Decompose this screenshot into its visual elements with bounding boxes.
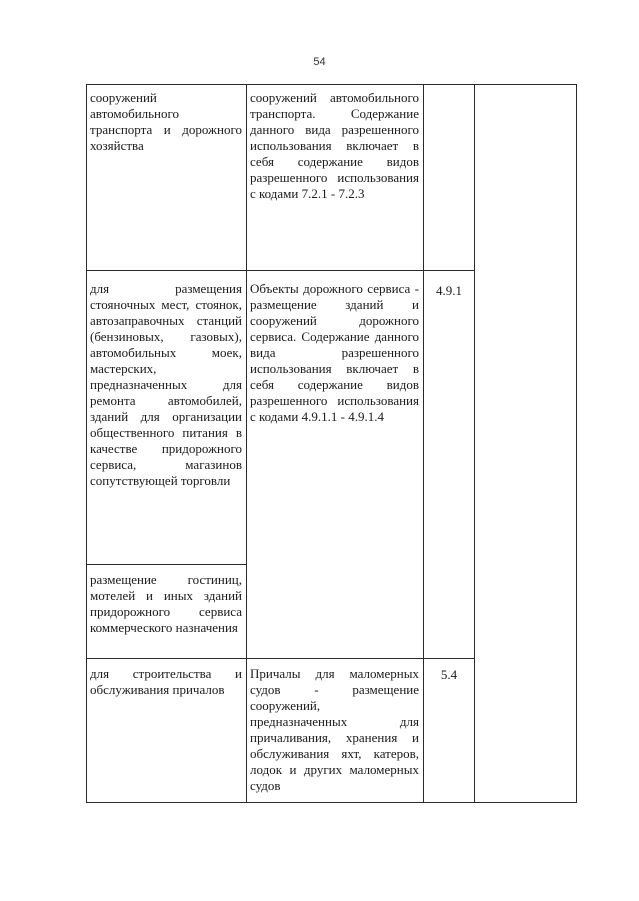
- purpose-cell: размещение гостиниц, мотелей и иных зданий придорожного сервиса коммерческого назначения: [90, 572, 242, 635]
- description-cell: Объекты дорожного сервиса - размещение зданий и сооружений дорожного сервиса. Содержание данного вида разрешенного использования включает в себя содержание видов разрешенного использования с кодами 4.9.1.1 - 4.9.1.4: [250, 281, 419, 424]
- table-border-top: [86, 84, 577, 85]
- column-divider-3: [474, 84, 475, 803]
- code-cell: 5.4: [440, 667, 458, 682]
- table-border-bottom: [86, 802, 577, 803]
- purpose-cell: сооружений автомобильного транспорта и дорожного хозяйства: [90, 90, 242, 153]
- column-divider-2: [423, 84, 424, 803]
- land-use-table: [86, 84, 577, 803]
- purpose-cell: для размещения стояночных мест, стоянок, автозаправочных станций (бензиновых, газовых), автомобильных моек, мастерских, предназначенных для ремонта автомобилей, зданий для организации общественного питания в качестве придорожного сервиса, магазинов сопутствующей торговли: [90, 281, 242, 488]
- code-cell: 4.9.1: [436, 283, 462, 298]
- construction-piers-cell: Причалы для маломерных судов - размещение сооружений, предназначенных для причаливания, хранения и обслуживания яхт, катеров, лодок и других маломерных судов: [250, 666, 419, 793]
- page-number: 54: [313, 56, 326, 68]
- table-border-right: [576, 84, 577, 803]
- column-divider-1: [246, 84, 247, 803]
- row-divider-1: [86, 270, 474, 271]
- description-cell: сооружений автомобильного транспорта. Содержание данного вида разрешенного использования включает в себя содержание видов разрешенного использования с кодами 7.2.1 - 7.2.3: [250, 90, 419, 201]
- purpose-cell: для строительства и обслуживания причалов: [90, 666, 242, 697]
- row-divider-3: [86, 658, 474, 659]
- row-divider-2a: [86, 564, 247, 565]
- table-border-left: [86, 84, 87, 803]
